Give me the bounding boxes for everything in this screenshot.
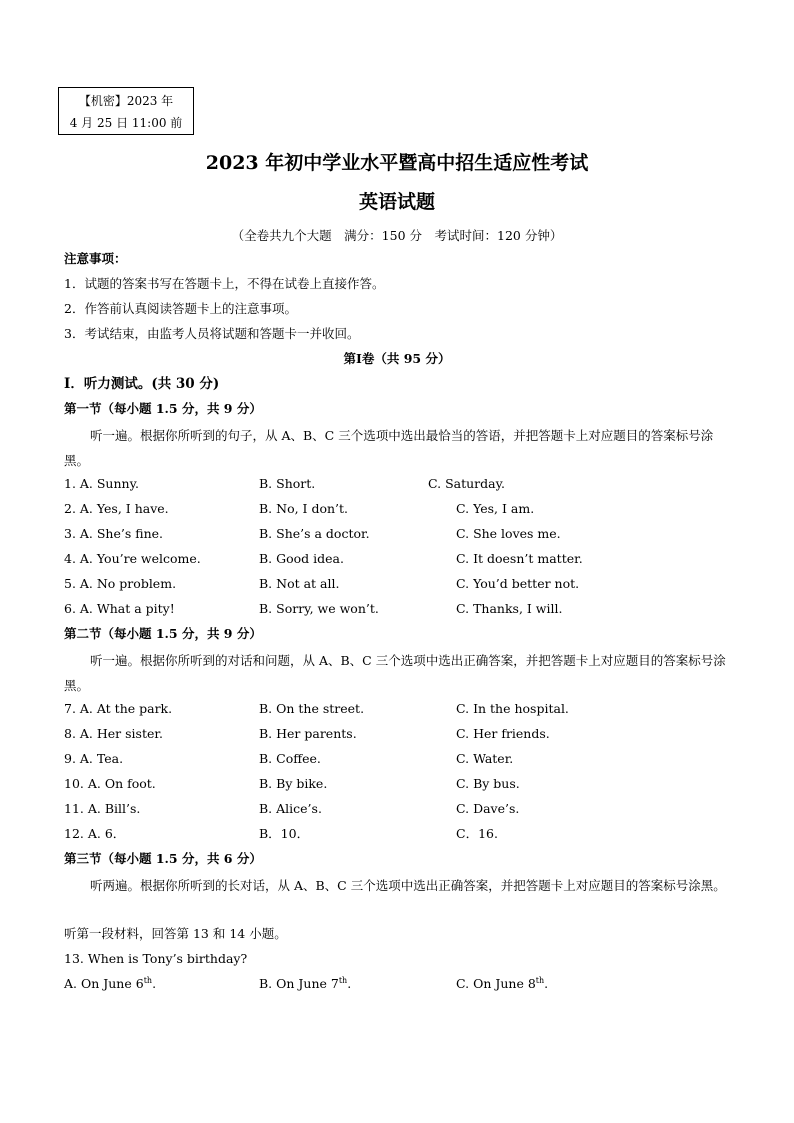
option-b: B. No, I don’t.: [259, 501, 349, 516]
option-b: B. On June 7th.: [259, 975, 352, 991]
sec1-title: 第一节（每小题 1.5 分，共 9 分）: [64, 401, 262, 416]
option-a: 2. A. Yes, I have.: [64, 501, 169, 516]
option-a: 3. A. She’s fine.: [64, 526, 164, 541]
option-a: 1. A. Sunny.: [64, 476, 139, 491]
option-a: 8. A. Her sister.: [64, 726, 163, 741]
question-stem: 13. When is Tony’s birthday?: [64, 951, 248, 966]
option-b: B. Alice’s.: [259, 801, 322, 816]
option-c: C. Her friends.: [456, 726, 550, 741]
option-a: 9. A. Tea.: [64, 751, 124, 766]
sec2-instructions: 听一遍。根据你所听到的对话和问题，从 A、B、C 三个选项中选出正确答案，并把答题卡上对应题目的答案标号涂黑。: [64, 653, 726, 693]
question-row: [64, 974, 744, 994]
notes-heading: 注意事项：: [64, 251, 127, 266]
option-c: C．16.: [456, 826, 498, 841]
option-b: B. She’s a doctor.: [259, 526, 370, 541]
option-a: 11. A. Bill’s.: [64, 801, 141, 816]
option-b: B. Sorry, we won’t.: [259, 601, 379, 616]
question-row: [64, 799, 744, 819]
question-row: [64, 599, 744, 619]
option-c: C. Water.: [456, 751, 514, 766]
option-c: C. Saturday.: [428, 476, 505, 491]
note-item: 2．作答前认真阅读答题卡上的注意事项。: [64, 301, 297, 316]
question-row: [64, 824, 744, 844]
option-c: C. It doesn’t matter.: [456, 551, 583, 566]
option-c: C. Yes, I am.: [456, 501, 535, 516]
confidential-box: [58, 87, 194, 135]
confidential-line-1: 【机密】2023 年: [78, 94, 174, 108]
option-c: C. By bus.: [456, 776, 520, 791]
question-row: [64, 774, 744, 794]
sec1-instructions: 听一遍。根据你所听到的句子，从 A、B、C 三个选项中选出最恰当的答语，并把答题卡上对应题目的答案标号涂黑。: [64, 428, 714, 468]
part-heading: 第Ⅰ卷（共 95 分）: [343, 351, 451, 366]
option-c: C. On June 8th.: [456, 975, 549, 991]
exam-title: 2023 年初中学业水平暨高中招生适应性考试: [205, 152, 589, 174]
material-note: 听第一段材料，回答第 13 和 14 小题。: [64, 926, 287, 941]
note-item: 3．考试结束，由监考人员将试题和答题卡一并收回。: [64, 326, 360, 341]
option-c: C. In the hospital.: [456, 701, 569, 716]
sec3-title: 第三节（每小题 1.5 分，共 6 分）: [64, 851, 262, 866]
question-row: [64, 499, 744, 519]
question-row: [64, 474, 744, 494]
option-b: B. Her parents.: [259, 726, 357, 741]
option-a: 6. A. What a pity!: [64, 601, 175, 616]
option-b: B. Coffee.: [259, 751, 321, 766]
section-title: Ⅰ．听力测试。(共 30 分): [64, 376, 220, 392]
option-a: A. On June 6th.: [64, 975, 157, 991]
option-c: C. Dave’s.: [456, 801, 520, 816]
question-row: [64, 724, 744, 744]
option-a: 5. A. No problem.: [64, 576, 177, 591]
question-row: [64, 524, 744, 544]
exam-info: （全卷共九个大题 满分：150 分 考试时间：120 分钟）: [231, 228, 563, 243]
confidential-line-2: 4 月 25 日 11:00 前: [69, 116, 183, 130]
option-b: B. Short.: [259, 476, 316, 491]
option-a: 7. A. At the park.: [64, 701, 173, 716]
question-row: [64, 574, 744, 594]
option-b: B. On the street.: [259, 701, 365, 716]
note-item: 1．试题的答案书写在答题卡上，不得在试卷上直接作答。: [64, 276, 385, 291]
option-b: B. By bike.: [259, 776, 328, 791]
option-a: 12. A. 6．: [64, 826, 126, 841]
option-b: B．10．: [259, 826, 310, 841]
option-a: 4. A. You’re welcome.: [64, 551, 201, 566]
question-row: [64, 549, 744, 569]
question-row: [64, 749, 744, 769]
sec3-instructions: 听两遍。根据你所听到的长对话，从 A、B、C 三个选项中选出正确答案，并把答题卡上对应题目的答案标号涂黑。: [90, 878, 726, 893]
question-row: [64, 699, 744, 719]
exam-subtitle: 英语试题: [358, 191, 435, 213]
option-a: 10. A. On foot.: [64, 776, 156, 791]
option-b: B. Good idea.: [259, 551, 344, 566]
option-c: C. Thanks, I will.: [456, 601, 563, 616]
option-c: C. She loves me.: [456, 526, 561, 541]
option-c: C. You’d better not.: [456, 576, 580, 591]
option-b: B. Not at all.: [259, 576, 340, 591]
sec2-title: 第二节（每小题 1.5 分，共 9 分）: [64, 626, 262, 641]
